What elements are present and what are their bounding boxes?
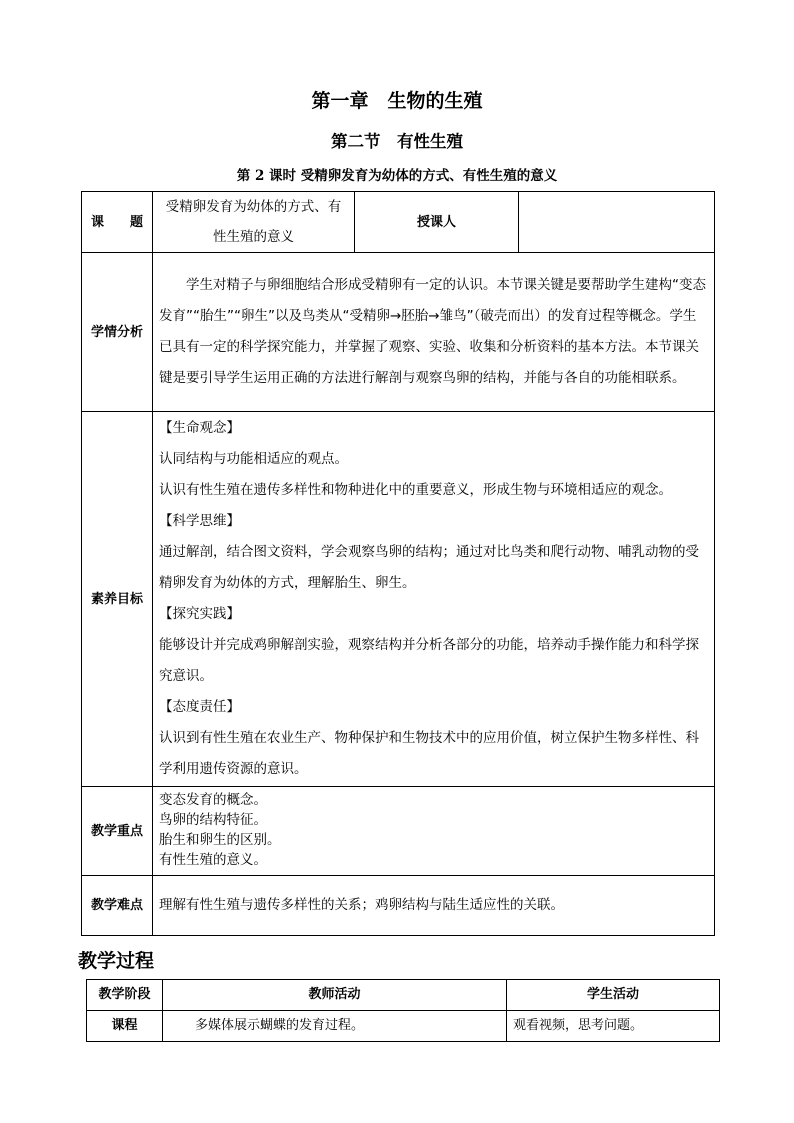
- lesson-info-table: [81, 191, 715, 936]
- teacher-label: 授课人: [355, 192, 519, 253]
- topic-value: [153, 192, 355, 253]
- process-heading: 教学过程: [78, 950, 155, 972]
- section-title: 第二节 有性生殖: [331, 132, 463, 151]
- process-header-row: [87, 980, 720, 1011]
- key-point-item: 有性生殖的意义。: [159, 852, 267, 868]
- goal-heading-life: 【生命观念】: [159, 420, 240, 436]
- column-header-teacher: 教师活动: [163, 980, 507, 1011]
- key-points-row: [82, 787, 715, 876]
- lesson-title: 第 2 课时 受精卵发育为幼体的方式、有性生殖的意义: [236, 168, 558, 184]
- difficulty-text: 理解有性生殖与遗传多样性的关系；鸡卵结构与陆生适应性的关联。: [153, 876, 715, 936]
- goal-item: 认识有性生殖在遗传多样性和物种进化中的重要意义，形成生物与环境相适应的观念。: [159, 482, 672, 498]
- goal-heading-attitude: 【态度责任】: [159, 699, 240, 715]
- analysis-text: 学生对精子与卵细胞结合形成受精卵有一定的认识。本节课关键是要帮助学生建构“变态发育”“胎生”“卵生”以及鸟类从“受精卵→胚胎→雏鸟”（破壳而出）的发育过程等概念。学生已具有一定的科学探究能力，并掌握了观察、实验、收集和分析资料的基本方法。本节课关键是要引导学生运用正确的方法进行解剖与观察鸟卵的结构，并能与各自的功能相联系。: [153, 253, 715, 412]
- key-points-list: [153, 787, 715, 876]
- process-table: [86, 979, 720, 1042]
- topic-line-1: 受精卵发育为幼体的方式、有: [165, 199, 342, 215]
- analysis-row: [82, 253, 715, 412]
- topic-row: [82, 192, 715, 253]
- goals-row: [82, 412, 715, 787]
- key-point-item: 鸟卵的结构特征。: [159, 812, 267, 828]
- goals-list: [153, 412, 715, 787]
- goal-item: 能够设计并完成鸡卵解剖实验，观察结构并分析各部分的功能，培养动手操作能力和科学探究意识。: [159, 637, 699, 684]
- goal-item: 认同结构与功能相适应的观点。: [159, 451, 348, 467]
- key-points-label: 教学重点: [82, 787, 153, 876]
- process-student-cell: 观看视频，思考问题。: [507, 1011, 720, 1042]
- difficulty-label: 教学难点: [82, 876, 153, 936]
- goals-label: 素养目标: [82, 412, 153, 787]
- topic-line-2: 性生殖的意义: [213, 229, 294, 245]
- difficulty-row: [82, 876, 715, 936]
- key-point-item: 胎生和卵生的区别。: [159, 832, 281, 848]
- column-header-stage: 教学阶段: [87, 980, 163, 1011]
- goal-heading-thinking: 【科学思维】: [159, 513, 240, 529]
- analysis-label: 学情分析: [82, 253, 153, 412]
- goal-item: 认识到有性生殖在农业生产、物种保护和生物技术中的应用价值，树立保护生物多样性、科学利用遗传资源的意识。: [159, 730, 699, 777]
- process-teacher-cell: 多媒体展示蝴蝶的发育过程。: [163, 1011, 507, 1042]
- teacher-value: [519, 192, 715, 253]
- key-point-item: 变态发育的概念。: [159, 792, 267, 808]
- chapter-title: 第一章 生物的生殖: [311, 90, 483, 112]
- goal-item: 通过解剖，结合图文资料，学会观察鸟卵的结构；通过对比鸟类和爬行动物、哺乳动物的受精卵发育为幼体的方式，理解胎生、卵生。: [159, 544, 699, 591]
- column-header-student: 学生活动: [507, 980, 720, 1011]
- topic-label: 课 题: [82, 192, 153, 253]
- table-row: [87, 1011, 720, 1042]
- process-stage-cell: 课程: [87, 1011, 163, 1042]
- goal-heading-practice: 【探究实践】: [159, 606, 240, 622]
